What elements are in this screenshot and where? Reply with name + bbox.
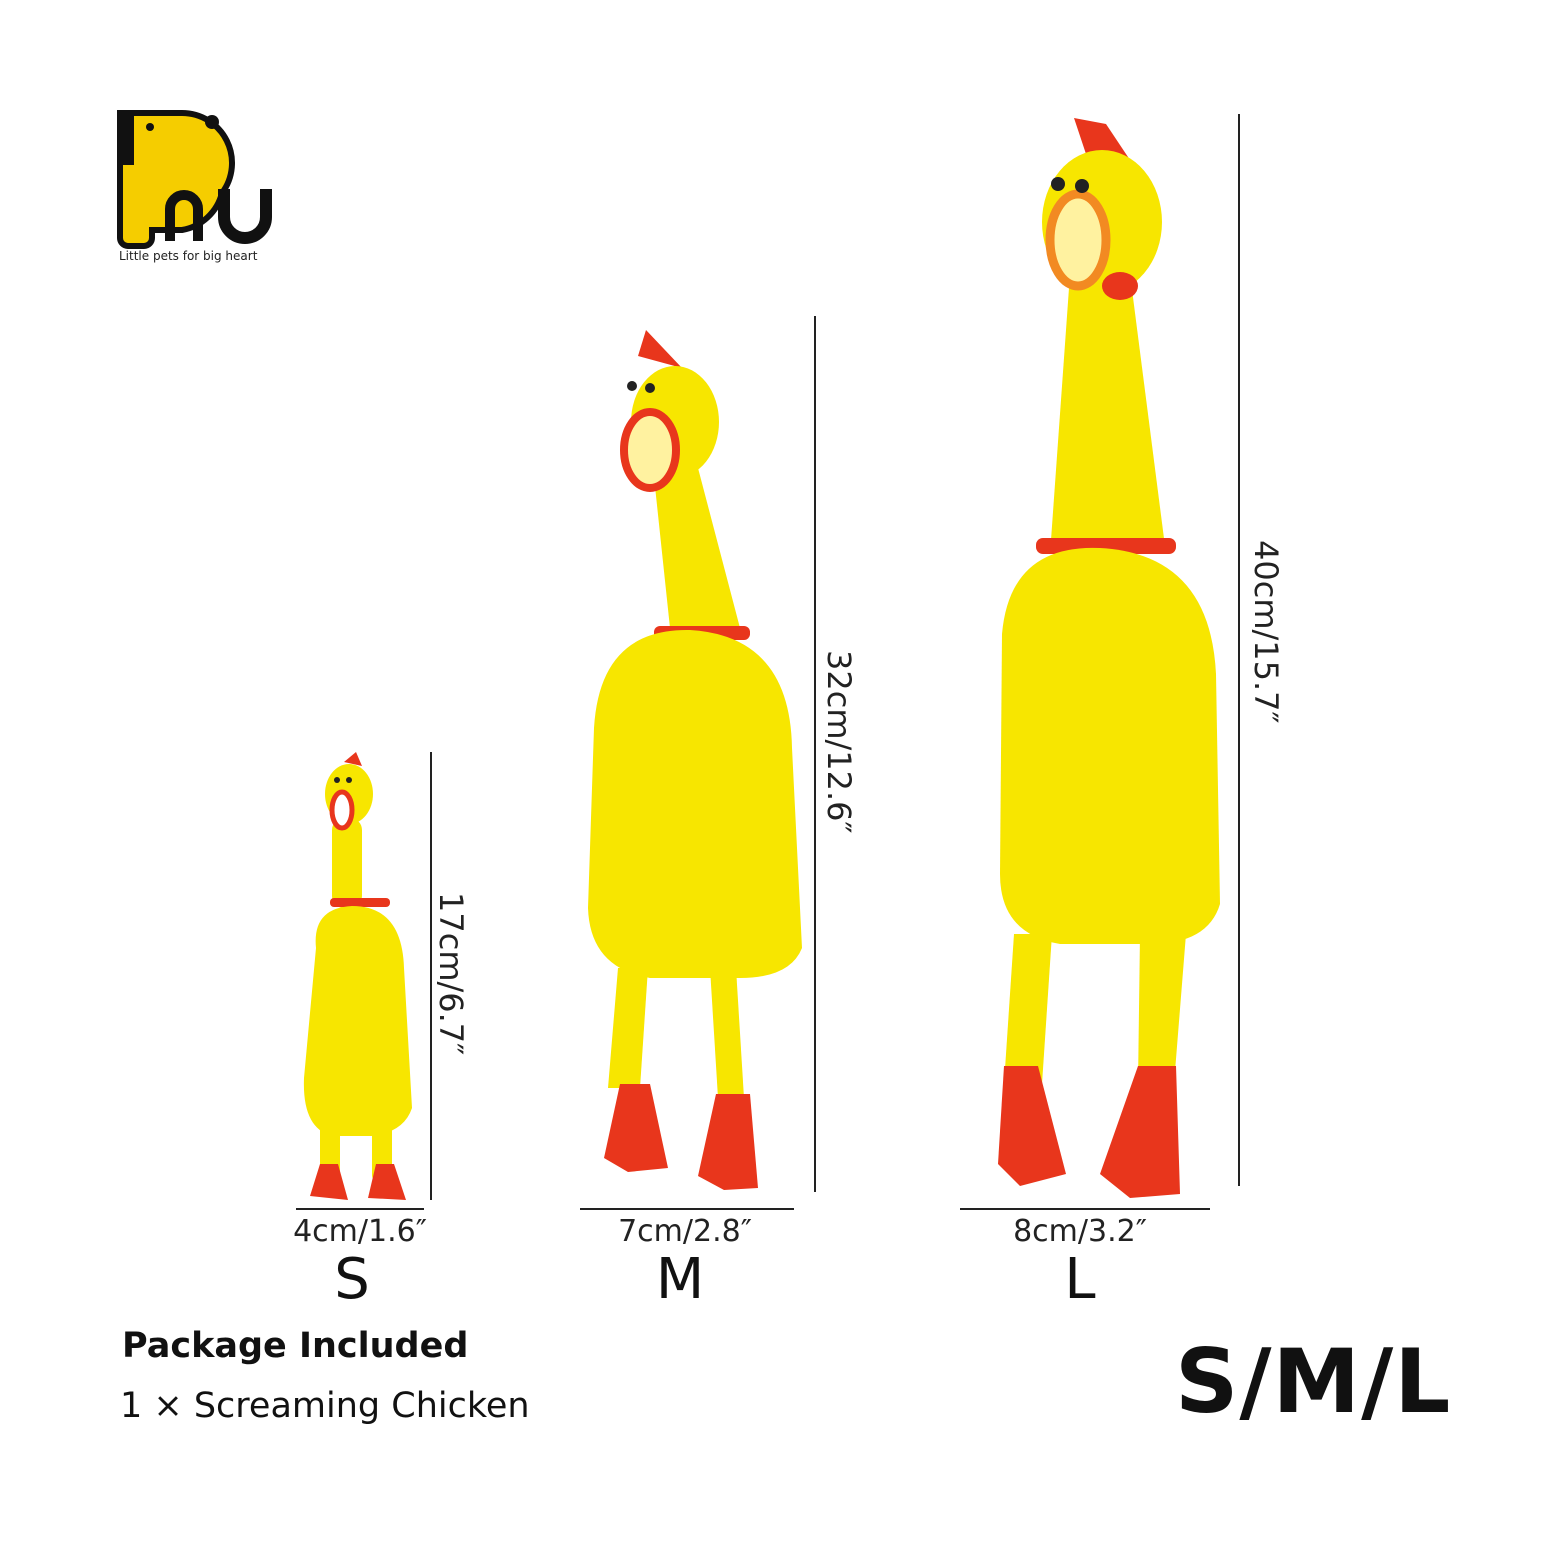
- size-range-label: S/M/L: [1175, 1330, 1452, 1433]
- chicken-large-image: [990, 114, 1226, 1204]
- package-item: 1 × Screaming Chicken: [120, 1386, 530, 1426]
- size-letter-m: M: [655, 1247, 705, 1312]
- medium-width-label: 7cm/2.8″: [618, 1214, 752, 1249]
- size-letter-s: S: [334, 1247, 370, 1312]
- chicken-small-image: [292, 748, 422, 1204]
- small-width-line: [296, 1208, 424, 1210]
- medium-height-label: 32cm/12.6″: [820, 650, 858, 834]
- chicken-medium-image: [580, 328, 810, 1196]
- size-letter-l: L: [1064, 1247, 1096, 1312]
- medium-height-line: [814, 316, 816, 1192]
- small-height-label: 17cm/6.7″: [432, 892, 470, 1056]
- large-height-line: [1238, 114, 1240, 1186]
- large-height-label: 40cm/15.7″: [1247, 540, 1285, 724]
- large-width-line: [960, 1208, 1210, 1210]
- small-width-label: 4cm/1.6″: [293, 1214, 427, 1249]
- large-width-label: 8cm/3.2″: [1013, 1214, 1147, 1249]
- medium-width-line: [580, 1208, 794, 1210]
- brand-tagline: Little pets for big heart: [119, 249, 258, 263]
- package-title: Package Included: [122, 1326, 469, 1366]
